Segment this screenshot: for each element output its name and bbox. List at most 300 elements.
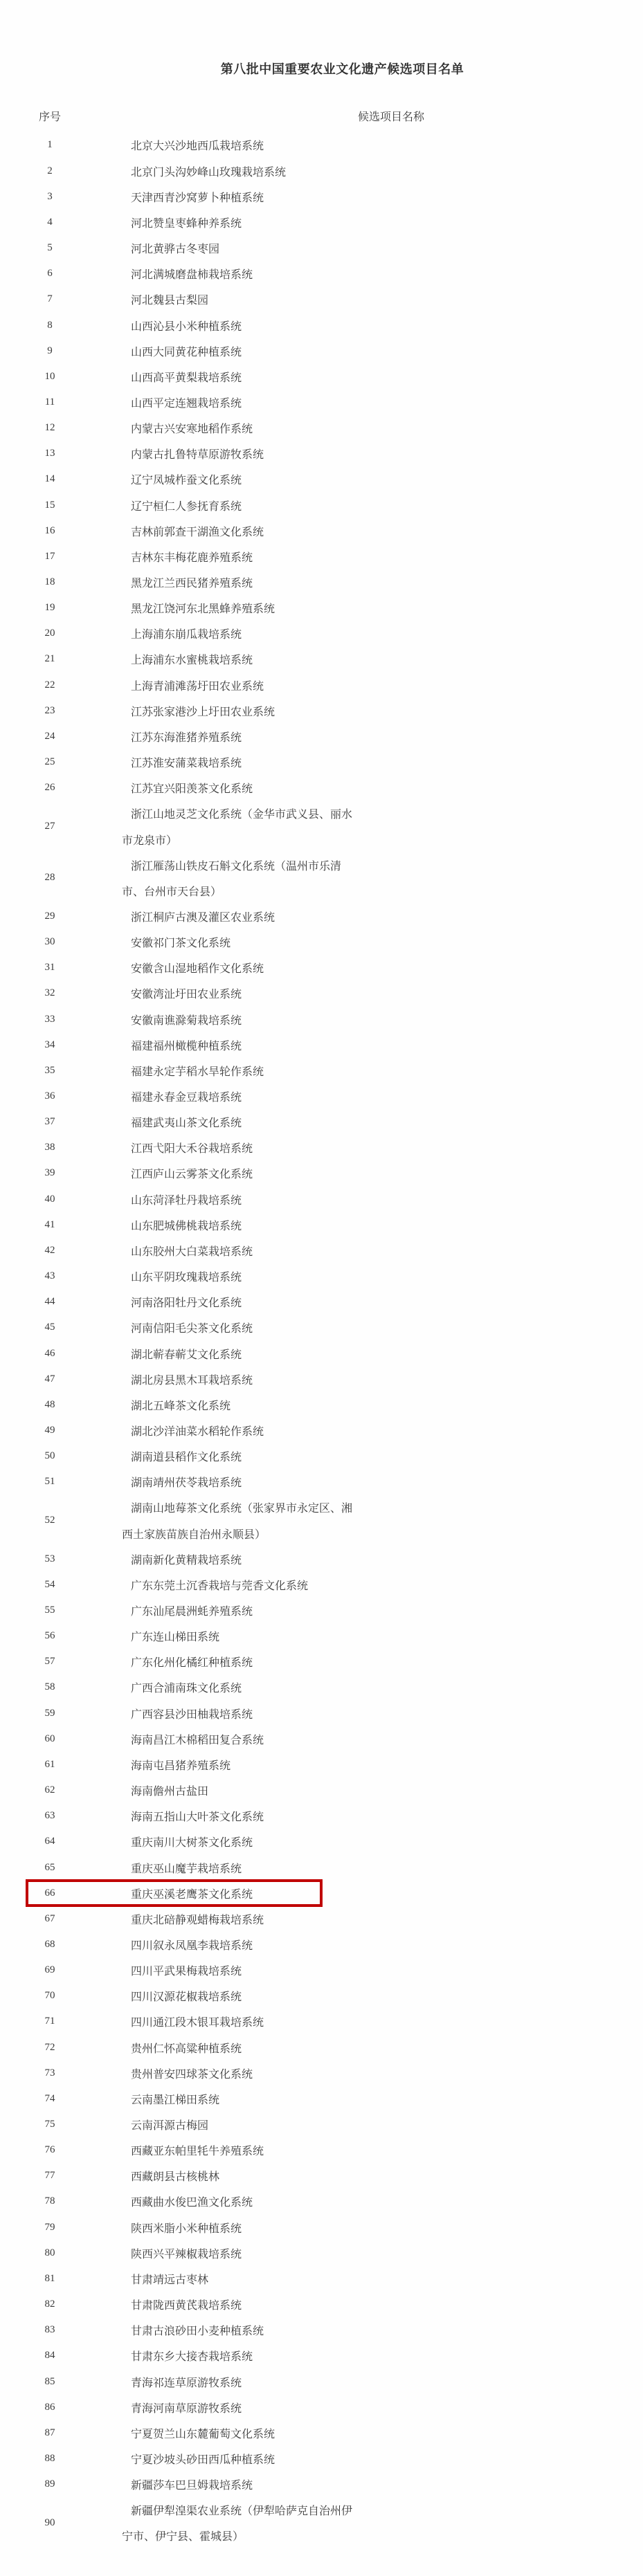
project-name-line: 上海浦东崩瓜栽培系统: [131, 629, 242, 641]
table-row: [0, 1238, 643, 1263]
project-name: [122, 595, 374, 621]
row-number: 45: [44, 1322, 55, 1333]
row-number: 52: [44, 1514, 55, 1526]
project-name-line: 江苏淮安蒲菜栽培系统: [131, 758, 242, 770]
table-row: [0, 1109, 643, 1135]
row-number: 19: [44, 602, 55, 614]
project-name: [122, 980, 374, 1006]
row-number: 48: [44, 1398, 55, 1410]
project-name: [122, 2163, 374, 2189]
table-row: [0, 929, 643, 955]
project-name-line: 辽宁桓仁人参抚育系统: [131, 500, 242, 513]
table-row: [0, 595, 643, 621]
row-number: 47: [44, 1373, 55, 1385]
project-name: [122, 1598, 374, 1623]
row-number: 77: [44, 2170, 55, 2182]
project-name-line: 云南墨江梯田系统: [131, 2094, 220, 2106]
project-name: [122, 518, 374, 544]
project-name-line: 江西弋阳大禾谷栽培系统: [131, 1143, 253, 1155]
project-name: [122, 210, 374, 235]
table-row: [0, 2061, 643, 2086]
table-row: [0, 1392, 643, 1418]
row-number: 5: [47, 242, 53, 254]
project-name: [122, 235, 374, 261]
table-row: [0, 775, 643, 801]
project-name: [122, 1623, 374, 1649]
project-name: [122, 1881, 374, 1906]
project-name-line: 内蒙古扎鲁特草原游牧系统: [131, 449, 264, 462]
project-name: [122, 1418, 374, 1443]
project-name: [122, 1289, 374, 1315]
row-number: 62: [44, 1784, 55, 1796]
row-number: 69: [44, 1964, 55, 1976]
table-row: [0, 2317, 643, 2343]
table-row: [0, 1906, 643, 1932]
project-name-line: 重庆北碚静观蜡梅栽培系统: [131, 1914, 264, 1926]
row-number: 70: [44, 1990, 55, 2002]
project-name-line: 甘肃靖远古枣林: [131, 2274, 209, 2286]
table-row: [0, 2009, 643, 2034]
project-name: [122, 1701, 374, 1726]
project-name: [122, 1957, 374, 1983]
project-name: [122, 1367, 374, 1392]
project-name-line: 河北满城磨盘柿栽培系统: [131, 269, 253, 282]
project-name: [122, 749, 374, 775]
table-row: [0, 2086, 643, 2112]
row-number: 16: [44, 524, 55, 536]
row-number: 57: [44, 1656, 55, 1668]
project-name: [122, 1263, 374, 1289]
project-name-line: 江苏宜兴阳羡茶文化系统: [131, 783, 253, 796]
project-name: [122, 698, 374, 724]
project-name: [122, 1983, 374, 2009]
table-row: [0, 1674, 643, 1700]
project-name-line: 江西庐山云雾茶文化系统: [131, 1169, 253, 1181]
row-number: 38: [44, 1142, 55, 1153]
row-number: 51: [44, 1476, 55, 1488]
table-row: [0, 1546, 643, 1572]
table-row: [0, 1829, 643, 1854]
project-name-line: 湖北五峰茶文化系统: [131, 1400, 231, 1412]
project-name: [122, 955, 374, 980]
project-name-line: 湖南新化黄精栽培系统: [131, 1554, 242, 1566]
project-name-line: 黑龙江饶河东北黑蜂养殖系统: [131, 603, 275, 616]
table-row: [0, 1701, 643, 1726]
table-row: [0, 1623, 643, 1649]
table-row: [0, 493, 643, 518]
row-number: 11: [44, 396, 55, 408]
row-number: 78: [44, 2195, 55, 2207]
project-name: [122, 1726, 374, 1752]
project-name: [122, 2086, 374, 2112]
table-row: [0, 158, 643, 184]
table-row: [0, 2395, 643, 2420]
table-row: [0, 1803, 643, 1829]
row-number: 76: [44, 2144, 55, 2156]
project-name-line: 宁市、伊宁县、霍城县）: [122, 2531, 244, 2543]
row-number: 83: [44, 2324, 55, 2336]
table-row: [0, 2112, 643, 2137]
row-number: 26: [44, 782, 55, 794]
project-name: [122, 2292, 374, 2317]
table-row: [0, 312, 643, 338]
project-name: [122, 904, 374, 929]
project-name: [122, 1315, 374, 1340]
row-number: 36: [44, 1090, 55, 1102]
project-name: [122, 1469, 374, 1495]
project-name-line: 浙江山地灵芝文化系统（金华市武义县、丽水: [131, 809, 353, 821]
project-name-line: 上海青浦滩荡圩田农业系统: [131, 680, 264, 693]
project-name: [122, 1109, 374, 1135]
row-number: 10: [44, 370, 55, 382]
project-name: [122, 2061, 374, 2086]
project-name-line: 福建永春金豆栽培系统: [131, 1092, 242, 1104]
project-name-line: 西藏朗县古核桃林: [131, 2171, 220, 2184]
project-name-line: 浙江雁荡山铁皮石斛文化系统（温州市乐清: [131, 860, 342, 873]
project-name: [122, 2189, 374, 2214]
table-row: [0, 673, 643, 698]
table-row: [0, 2446, 643, 2472]
project-name-line: 湖南靖州茯苓栽培系统: [131, 1477, 242, 1490]
row-number: 33: [44, 1013, 55, 1025]
project-name: [122, 184, 374, 210]
table-row: [0, 184, 643, 210]
project-name: [122, 673, 374, 698]
table-row: [0, 724, 643, 749]
project-name-line: 广东汕尾晨洲蚝养殖系统: [131, 1606, 253, 1618]
project-name-line: 海南五指山大叶茶文化系统: [131, 1811, 264, 1824]
project-name: [122, 1032, 374, 1058]
row-number: 39: [44, 1167, 55, 1179]
row-number: 13: [44, 448, 55, 459]
table-row: [0, 2368, 643, 2394]
row-number: 65: [44, 1861, 55, 1873]
project-name-line: 安徽含山湿地稻作文化系统: [131, 963, 264, 976]
table-row: [0, 466, 643, 492]
table-row: [0, 1289, 643, 1315]
project-name-line: 广东东莞土沉香栽培与莞香文化系统: [131, 1580, 309, 1592]
row-number: 40: [44, 1193, 55, 1205]
row-number: 58: [44, 1681, 55, 1693]
project-name: [122, 852, 374, 904]
row-number: 31: [44, 962, 55, 974]
table-row: [0, 2240, 643, 2266]
project-name: [122, 2009, 374, 2034]
project-name: [122, 1932, 374, 1957]
project-name-line: 北京大兴沙地西瓜栽培系统: [131, 140, 264, 153]
project-name-line: 山东平阴玫瑰栽培系统: [131, 1272, 242, 1284]
project-name-line: 河北黄骅古冬枣园: [131, 244, 220, 256]
project-name-line: 四川通江段木银耳栽培系统: [131, 2017, 264, 2029]
project-name-line: 江苏张家港沙上圩田农业系统: [131, 706, 275, 718]
row-number: 74: [44, 2092, 55, 2104]
project-name-line: 四川汉源花椒栽培系统: [131, 1991, 242, 2004]
project-name: [122, 1778, 374, 1803]
table-row: [0, 1032, 643, 1058]
project-name: [122, 158, 374, 184]
table-row: [0, 286, 643, 312]
project-name-line: 新疆莎车巴旦姆栽培系统: [131, 2480, 253, 2492]
project-name: [122, 1752, 374, 1778]
row-number: 73: [44, 2067, 55, 2079]
table-row: [0, 698, 643, 724]
table-row: [0, 1418, 643, 1443]
project-name-line: 安徽祁门茶文化系统: [131, 938, 231, 950]
project-name-line: 山西平定连翘栽培系统: [131, 397, 242, 410]
project-name: [122, 1187, 374, 1212]
table-row: [0, 2215, 643, 2240]
row-number: 3: [47, 190, 53, 202]
row-number: 80: [44, 2247, 55, 2258]
row-number: 68: [44, 1938, 55, 1950]
table-row: [0, 261, 643, 286]
table-row: [0, 544, 643, 569]
table-row: [0, 1881, 643, 1906]
project-name: [122, 1649, 374, 1674]
row-number: 87: [44, 2427, 55, 2438]
project-name: [122, 1443, 374, 1469]
project-name-line: 西藏曲水俊巴渔文化系统: [131, 2197, 253, 2209]
row-number: 67: [44, 1912, 55, 1924]
table-row: [0, 1007, 643, 1032]
project-name-line: 吉林前郭查干湖渔文化系统: [131, 526, 264, 538]
project-name: [122, 390, 374, 415]
table-row: [0, 1598, 643, 1623]
table-row: [0, 1212, 643, 1238]
table-row: [0, 1160, 643, 1186]
row-number: 22: [44, 679, 55, 691]
row-number: 90: [44, 2516, 55, 2528]
row-number: 59: [44, 1707, 55, 1719]
table-row: [0, 646, 643, 672]
project-name-line: 河南洛阳牡丹文化系统: [131, 1297, 242, 1310]
project-name-line: 陕西兴平辣椒栽培系统: [131, 2248, 242, 2260]
table-row: [0, 441, 643, 466]
project-name-line: 山东肥城佛桃栽培系统: [131, 1220, 242, 1232]
table-row: [0, 569, 643, 595]
project-name: [122, 2240, 374, 2266]
row-number: 28: [44, 872, 55, 884]
table-row: [0, 1340, 643, 1366]
row-number: 15: [44, 499, 55, 511]
project-name-line: 贵州仁怀高粱种植系统: [131, 2043, 242, 2055]
project-name-line: 市龙泉市）: [122, 834, 178, 847]
row-number: 50: [44, 1450, 55, 1462]
project-name: [122, 2395, 374, 2420]
project-name-line: 甘肃东乡大接杏栽培系统: [131, 2351, 253, 2364]
table-row: [0, 1495, 643, 1546]
table-row: [0, 955, 643, 980]
row-number: 12: [44, 422, 55, 434]
row-number: 14: [44, 473, 55, 485]
table-row: [0, 1187, 643, 1212]
row-number: 75: [44, 2119, 55, 2130]
row-number: 41: [44, 1218, 55, 1230]
table-row: [0, 2292, 643, 2317]
table-row: [0, 2035, 643, 2061]
project-name-line: 浙江桐庐古澳及灌区农业系统: [131, 911, 275, 924]
table-row: [0, 518, 643, 544]
project-name-line: 山西高平黄梨栽培系统: [131, 372, 242, 384]
project-name-line: 吉林东丰梅花鹿养殖系统: [131, 551, 253, 564]
page-title: 第八批中国重要农业文化遗产候选项目名单: [220, 62, 464, 76]
project-name-line: 湖南道县稻作文化系统: [131, 1452, 242, 1464]
project-name: [122, 2035, 374, 2061]
row-number: 63: [44, 1810, 55, 1822]
table-row: [0, 1726, 643, 1752]
table-row: [0, 132, 643, 158]
table-row: [0, 1957, 643, 1983]
project-name-line: 山西大同黄花种植系统: [131, 346, 242, 358]
table-row: [0, 1778, 643, 1803]
project-name: [122, 132, 374, 158]
table-row: [0, 1854, 643, 1880]
row-number: 17: [44, 550, 55, 562]
project-name-line: 青海祁连草原游牧系统: [131, 2377, 242, 2389]
table-row: [0, 1263, 643, 1289]
project-name: [122, 2112, 374, 2137]
project-name-line: 河南信阳毛尖茶文化系统: [131, 1323, 253, 1335]
project-name: [122, 466, 374, 492]
project-name: [122, 929, 374, 955]
table-row: [0, 2472, 643, 2497]
project-name: [122, 286, 374, 312]
row-number: 88: [44, 2452, 55, 2464]
column-header-serial-number: 序号: [39, 111, 62, 123]
row-number: 1: [47, 139, 53, 151]
project-name-line: 广西容县沙田柚栽培系统: [131, 1708, 253, 1721]
table-row: [0, 235, 643, 261]
project-name: [122, 441, 374, 466]
table-row: [0, 2163, 643, 2189]
project-name-line: 山东胶州大白菜栽培系统: [131, 1245, 253, 1258]
row-number: 60: [44, 1733, 55, 1744]
project-name: [122, 2215, 374, 2240]
project-name-line: 重庆巫溪老鹰茶文化系统: [131, 1888, 253, 1901]
row-number: 20: [44, 628, 55, 639]
table-row: [0, 749, 643, 775]
project-name: [122, 2137, 374, 2163]
project-name-line: 辽宁凤城柞蚕文化系统: [131, 475, 242, 487]
project-name: [122, 1572, 374, 1598]
row-number: 27: [44, 820, 55, 832]
project-name-line: 内蒙古兴安寒地稻作系统: [131, 423, 253, 436]
table-row: [0, 1572, 643, 1598]
project-name-line: 云南洱源古梅园: [131, 2120, 209, 2132]
project-name: [122, 2472, 374, 2497]
project-name: [122, 1854, 374, 1880]
project-name: [122, 2368, 374, 2394]
row-number: 9: [47, 345, 53, 356]
row-number: 29: [44, 910, 55, 922]
project-name-line: 甘肃古浪砂田小麦种植系统: [131, 2326, 264, 2338]
row-number: 30: [44, 936, 55, 948]
project-name-line: 福建武夷山茶文化系统: [131, 1117, 242, 1130]
project-name: [122, 1212, 374, 1238]
table-row: [0, 801, 643, 852]
project-name-line: 安徽湾沚圩田农业系统: [131, 989, 242, 1001]
project-name-line: 福建永定芋稻水旱轮作系统: [131, 1066, 264, 1078]
row-number: 85: [44, 2375, 55, 2387]
project-name: [122, 569, 374, 595]
table-row: [0, 1752, 643, 1778]
row-number: 2: [47, 165, 53, 176]
row-number: 42: [44, 1244, 55, 1256]
row-number: 32: [44, 987, 55, 999]
project-name: [122, 1007, 374, 1032]
project-name: [122, 1803, 374, 1829]
row-number: 44: [44, 1296, 55, 1308]
project-name-line: 北京门头沟妙峰山玫瑰栽培系统: [131, 166, 287, 179]
table-row: [0, 2497, 643, 2548]
project-name-line: 福建福州橄榄种植系统: [131, 1040, 242, 1052]
project-name: [122, 312, 374, 338]
table-row: [0, 904, 643, 929]
table-row: [0, 364, 643, 390]
project-name: [122, 2317, 374, 2343]
project-name: [122, 2266, 374, 2292]
project-name: [122, 338, 374, 364]
project-name: [122, 415, 374, 441]
project-name-line: 河北魏县古梨园: [131, 295, 209, 307]
row-number: 23: [44, 704, 55, 716]
row-number: 86: [44, 2401, 55, 2413]
table-row: [0, 1058, 643, 1084]
row-number: 55: [44, 1605, 55, 1616]
table-row: [0, 980, 643, 1006]
table-row: [0, 390, 643, 415]
table-row: [0, 415, 643, 441]
project-name-line: 新疆伊犁湟渠农业系统（伊犁哈萨克自治州伊: [131, 2505, 353, 2518]
row-number: 82: [44, 2299, 55, 2310]
row-number: 79: [44, 2221, 55, 2233]
project-name: [122, 1392, 374, 1418]
row-number: 84: [44, 2350, 55, 2362]
project-name: [122, 2497, 374, 2548]
project-name-line: 黑龙江兰西民猪养殖系统: [131, 578, 253, 590]
project-name: [122, 1160, 374, 1186]
table-row: [0, 1367, 643, 1392]
project-name-line: 海南昌江木棉稻田复合系统: [131, 1734, 264, 1746]
table-row: [0, 1983, 643, 2009]
project-name: [122, 646, 374, 672]
table-row: [0, 2266, 643, 2292]
project-name: [122, 1906, 374, 1932]
row-number: 53: [44, 1553, 55, 1564]
project-name: [122, 544, 374, 569]
row-number: 35: [44, 1064, 55, 1076]
project-name: [122, 2343, 374, 2368]
row-number: 56: [44, 1630, 55, 1642]
table-row: [0, 2137, 643, 2163]
row-number: 24: [44, 730, 55, 742]
project-name-line: 山西沁县小米种植系统: [131, 320, 242, 333]
project-name-line: 海南儋州古盐田: [131, 1786, 209, 1798]
project-name-line: 湖北蕲春蕲艾文化系统: [131, 1349, 242, 1361]
project-name: [122, 1135, 374, 1160]
project-name: [122, 364, 374, 390]
project-name: [122, 801, 374, 852]
project-name: [122, 1238, 374, 1263]
project-name-line: 广东连山梯田系统: [131, 1632, 220, 1644]
project-name-line: 西土家族苗族自治州永顺县）: [122, 1528, 266, 1541]
table-row: [0, 338, 643, 364]
row-number: 66: [44, 1887, 55, 1899]
project-name: [122, 724, 374, 749]
project-name-line: 西藏亚东帕里牦牛养殖系统: [131, 2146, 264, 2158]
project-name: [122, 2446, 374, 2472]
project-name: [122, 1495, 374, 1546]
